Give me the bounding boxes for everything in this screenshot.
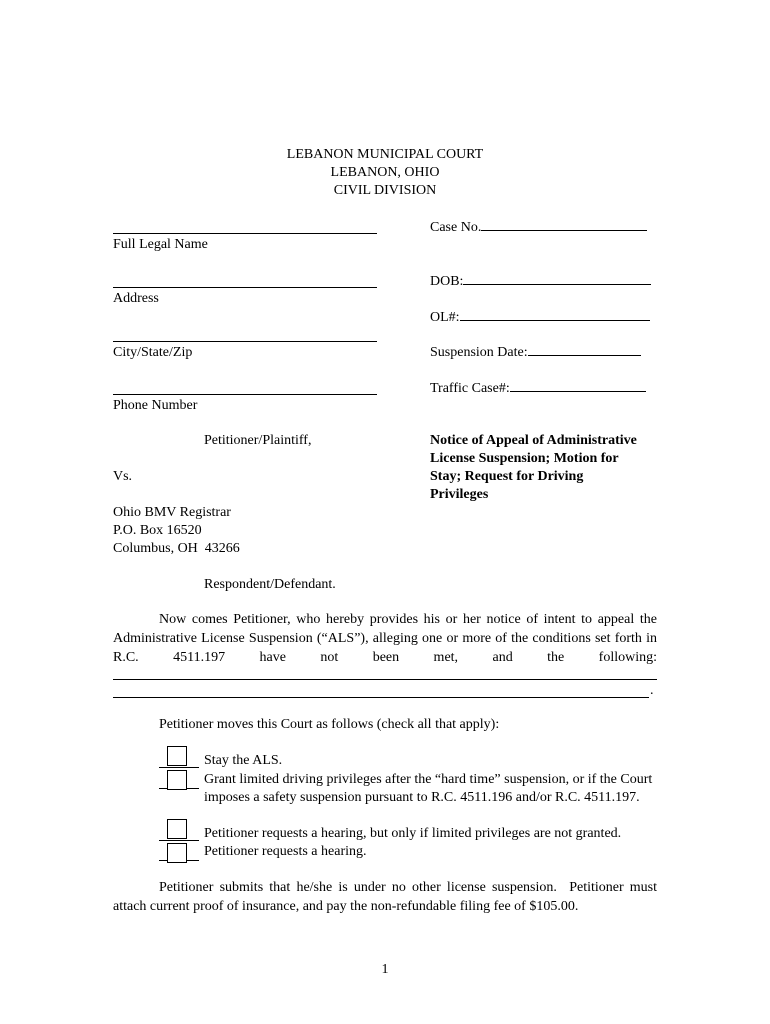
court-city: LEBANON, OHIO <box>330 165 440 180</box>
case-no-field <box>430 218 647 237</box>
petitioner-label: Petitioner/Plaintiff, <box>204 433 312 448</box>
respondent-name: Ohio BMV Registrar <box>113 505 231 520</box>
dob-label: DOB: <box>430 274 464 289</box>
option-1-underscore <box>159 767 199 768</box>
ol-field <box>430 308 650 327</box>
conditions-line-1[interactable] <box>113 679 657 680</box>
vs-label: Vs. <box>113 469 133 484</box>
address-label: Address <box>113 291 159 306</box>
option-3-text: Petitioner requests a hearing, but only if limited privileges are not granted. <box>204 826 622 841</box>
suspension-date-field <box>430 343 641 362</box>
document-title-line-1: Notice of Appeal of Administrative <box>430 433 637 448</box>
traffic-case-field <box>430 379 646 398</box>
option-4-text: Petitioner requests a hearing. <box>204 844 367 859</box>
conditions-line-2[interactable] <box>113 697 649 698</box>
document-title-line-2: License Suspension; Motion for <box>430 451 619 466</box>
option-2-text: Grant limited driving privileges after the “hard time” suspension, or if the Court imposes a safety suspension pursuant to R.C. 4511.196 and/or R.C. 4511.197. <box>204 772 653 805</box>
option-3-checkbox[interactable] <box>167 819 187 839</box>
dob-field <box>430 272 651 291</box>
city-state-zip-label: City/State/Zip <box>113 345 193 360</box>
full-legal-name-line[interactable] <box>113 233 377 234</box>
ol-label: OL#: <box>430 310 460 325</box>
moves-heading: Petitioner moves this Court as follows (check all that apply): <box>159 717 500 732</box>
traffic-case-label: Traffic Case#: <box>430 381 510 396</box>
court-division: CIVIL DIVISION <box>333 183 437 198</box>
ol-blank[interactable] <box>460 308 650 321</box>
option-1-text: Stay the ALS. <box>204 753 283 768</box>
traffic-case-blank[interactable] <box>510 379 646 392</box>
court-name: LEBANON MUNICIPAL COURT <box>286 147 484 162</box>
intro-paragraph: Now comes Petitioner, who hereby provides his or her notice of intent to appeal the Administrative License Suspension (“ALS”), alleging one or more of the conditions set forth in R.C. 4511.197 have not been met, and the following: <box>113 612 657 665</box>
closing-paragraph: Petitioner submits that he/she is under no other license suspension. Petitioner must attach current proof of insurance, and pay the non-refundable filing fee of $105.00. <box>113 880 661 914</box>
option-3-underscore <box>159 840 199 841</box>
phone-number-line[interactable] <box>113 394 377 395</box>
full-legal-name-label: Full Legal Name <box>113 237 208 252</box>
phone-number-label: Phone Number <box>113 398 198 413</box>
conditions-period: . <box>650 683 654 698</box>
dob-blank[interactable] <box>463 272 651 285</box>
page-number: 1 <box>381 962 389 977</box>
suspension-date-blank[interactable] <box>528 343 641 356</box>
document-title-line-3: Stay; Request for Driving <box>430 469 584 484</box>
suspension-date-label: Suspension Date: <box>430 345 528 360</box>
case-no-blank[interactable] <box>481 218 647 231</box>
option-2-checkbox[interactable] <box>167 770 187 790</box>
option-1-checkbox[interactable] <box>167 746 187 766</box>
city-state-zip-line[interactable] <box>113 341 377 342</box>
address-line[interactable] <box>113 287 377 288</box>
document-title-line-4: Privileges <box>430 487 489 502</box>
respondent-label: Respondent/Defendant. <box>204 577 336 592</box>
case-no-label: Case No. <box>430 220 482 235</box>
respondent-po-box: P.O. Box 16520 <box>113 523 202 538</box>
respondent-city: Columbus, OH 43266 <box>113 541 240 556</box>
option-4-checkbox[interactable] <box>167 843 187 863</box>
